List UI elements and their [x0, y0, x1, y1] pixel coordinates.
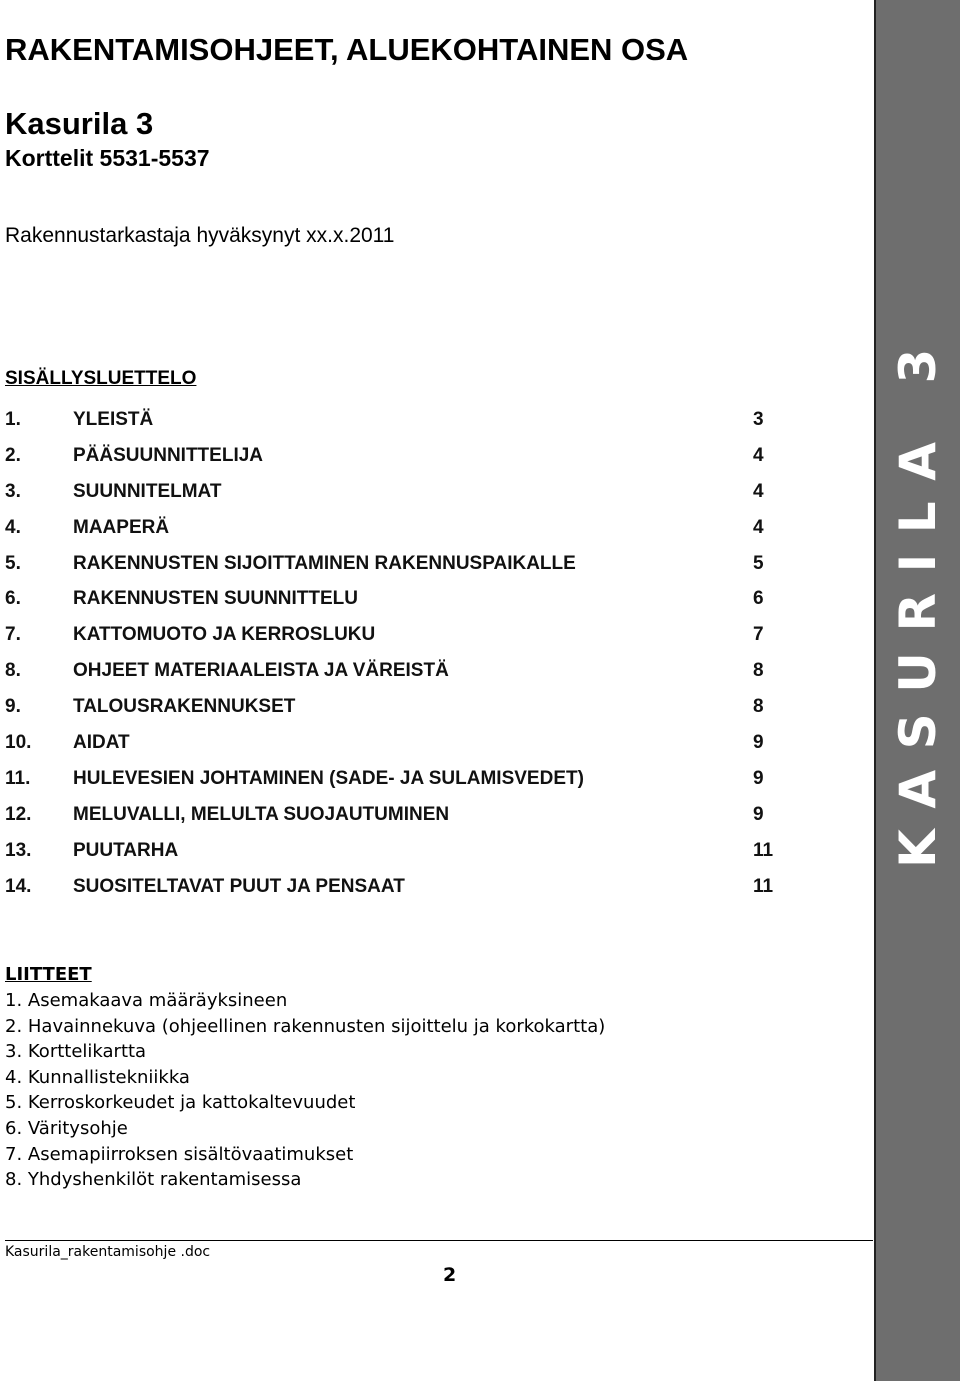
toc-item-number: 3. [5, 480, 21, 502]
toc-item-number: 2. [5, 444, 21, 466]
toc-item-page: 3 [753, 409, 764, 430]
toc-item-page: 11 [753, 875, 774, 897]
toc-item-number: 12. [5, 803, 32, 825]
toc-item-number: 7. [5, 624, 21, 646]
toc-item-title: PUUTARHA [73, 839, 179, 861]
toc-item-number: 11. [5, 767, 31, 789]
toc-item[interactable] [0, 403, 800, 439]
attachment-item: 1. Asemakaava määräyksineen [5, 990, 288, 1011]
document-title: RAKENTAMISOHJEET, ALUEKOHTAINEN OSA [5, 32, 689, 67]
toc-item-number: 10. [5, 732, 32, 754]
toc-item-page: 6 [753, 588, 764, 610]
toc-item-page: 4 [753, 516, 764, 538]
toc-item[interactable] [0, 762, 800, 798]
toc-item[interactable] [0, 834, 800, 870]
toc-item-page: 4 [753, 480, 764, 502]
toc-item-title: SUOSITELTAVAT PUUT JA PENSAAT [73, 875, 405, 897]
footer-divider [5, 1240, 873, 1241]
toc-item-number: 14. [5, 875, 32, 897]
toc-item-page: 9 [753, 767, 764, 789]
toc-item[interactable] [0, 690, 800, 726]
toc-item[interactable] [0, 439, 800, 475]
attachment-item: 4. Kunnallistekniikka [5, 1066, 190, 1088]
toc-item-page: 4 [753, 444, 764, 466]
toc-item-title: RAKENNUSTEN SUUNNITTELU [73, 588, 358, 610]
page-number: 2 [443, 1264, 457, 1286]
toc-item-title: OHJEET MATERIAALEISTA JA VÄREISTÄ [73, 660, 449, 682]
attachment-item: 7. Asemapiirroksen sisältövaatimukset [5, 1143, 354, 1165]
toc-item[interactable] [0, 870, 800, 906]
side-band-label: KASURILA 3 [889, 328, 947, 868]
toc-item-number: 6. [5, 588, 21, 610]
toc-item[interactable] [0, 726, 800, 762]
toc-item-title: RAKENNUSTEN SIJOITTAMINEN RAKENNUSPAIKALLE [73, 552, 576, 574]
attachment-item: 2. Havainnekuva (ohjeellinen rakennusten sijoittelu ja korkokartta) [5, 1015, 606, 1037]
toc-item-page: 11 [753, 839, 774, 861]
toc-item-page: 8 [753, 660, 764, 682]
attachments-list [0, 988, 605, 1193]
toc-item[interactable] [0, 618, 800, 654]
attachment-item: 3. Korttelikartta [5, 1041, 147, 1063]
toc-item-title: SUUNNITELMAT [73, 480, 222, 502]
toc-item-number: 4. [5, 516, 21, 538]
attachment-item: 5. Kerroskorkeudet ja kattokaltevuudet [5, 1092, 356, 1114]
toc-item-title: KATTOMUOTO JA KERROSLUKU [73, 624, 376, 646]
toc-item-page: 5 [753, 552, 764, 574]
toc-item-title: TALOUSRAKENNUKSET [73, 696, 296, 718]
toc-heading: SISÄLLYSLUETTELO [5, 368, 197, 389]
toc-item-number: 8. [5, 660, 21, 682]
toc-item-page: 7 [753, 624, 764, 646]
toc-item-number: 1. [5, 409, 21, 430]
toc-item-title: YLEISTÄ [73, 409, 154, 430]
toc-item-title: PÄÄSUUNNITTELIJA [73, 444, 264, 466]
approval-note: Rakennustarkastaja hyväksynyt xx.x.2011 [5, 224, 395, 247]
attachments-heading: LIITTEET [5, 964, 92, 985]
toc-item-page: 9 [753, 732, 764, 754]
toc-item[interactable] [0, 547, 800, 583]
toc-item-title: AIDAT [73, 732, 130, 754]
toc-list [0, 403, 800, 905]
attachment-item: 8. Yhdyshenkilöt rakentamisessa [5, 1169, 302, 1191]
area-title: Kasurila 3 [5, 106, 154, 141]
toc-item-title: MELUVALLI, MELULTA SUOJAUTUMINEN [73, 803, 450, 825]
toc-item-title: MAAPERÄ [73, 516, 170, 538]
toc-item[interactable] [0, 582, 800, 618]
toc-item-number: 13. [5, 839, 32, 861]
toc-item-number: 9. [5, 696, 21, 718]
toc-item-number: 5. [5, 552, 21, 574]
attachment-item: 6. Väritysohje [5, 1117, 128, 1139]
blocks-subtitle: Korttelit 5531-5537 [5, 145, 210, 171]
toc-item-page: 8 [753, 696, 764, 718]
toc-item[interactable] [0, 798, 800, 834]
toc-item[interactable] [0, 511, 800, 547]
toc-item[interactable] [0, 654, 800, 690]
footer-filename: Kasurila_rakentamisohje .doc [5, 1244, 211, 1260]
toc-item-title: HULEVESIEN JOHTAMINEN (SADE- JA SULAMISVEDET) [73, 767, 584, 789]
toc-item[interactable] [0, 475, 800, 511]
toc-item-page: 9 [753, 803, 764, 825]
